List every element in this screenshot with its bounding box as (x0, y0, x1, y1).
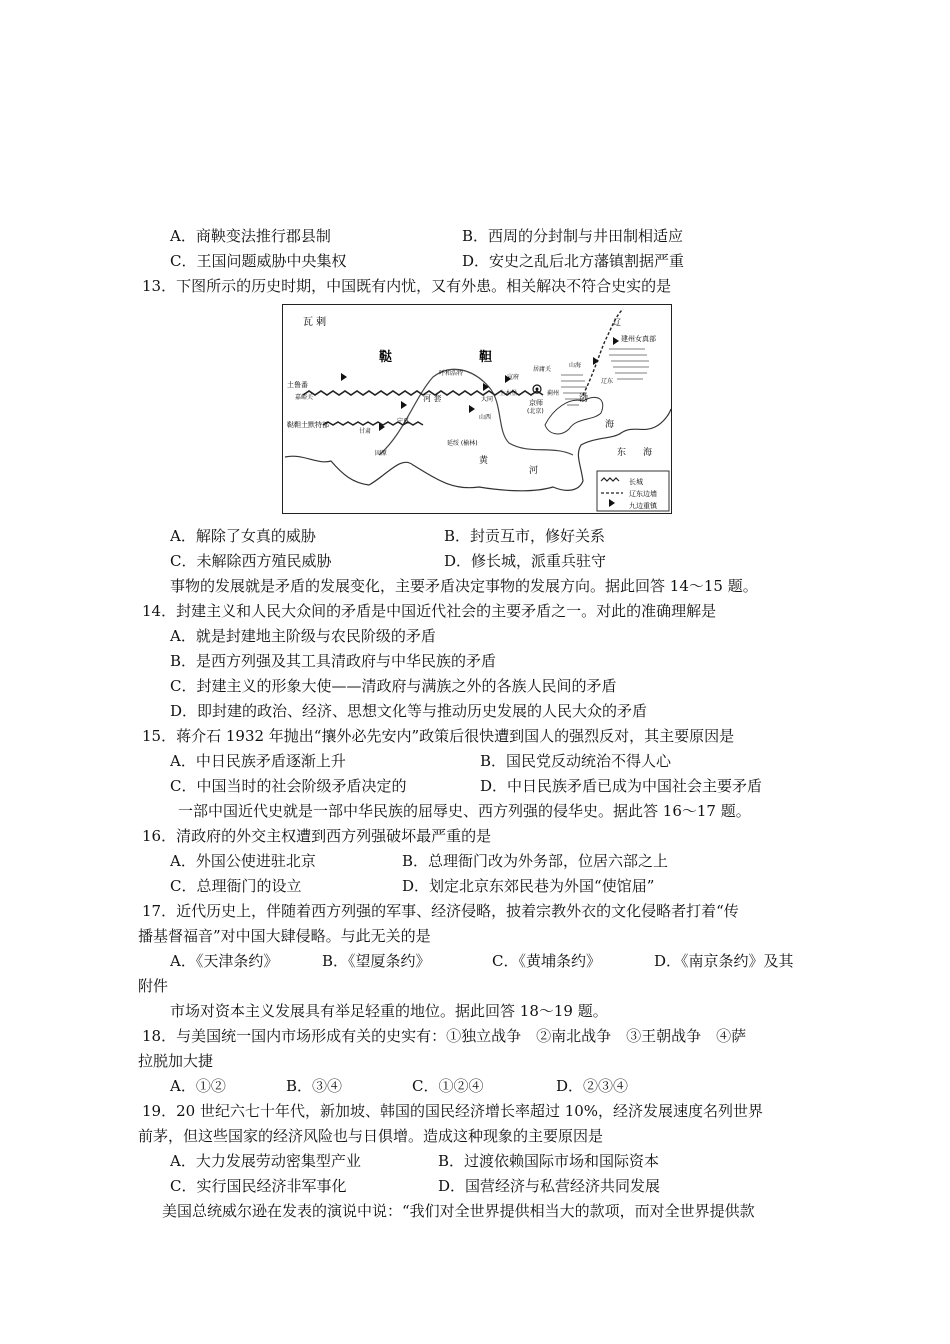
label-tulufan: 土鲁番 (287, 381, 308, 389)
q18-stem-line2: 拉脱加大捷 (138, 1052, 214, 1070)
legend-nine-towns: 九边重镇 (629, 502, 657, 510)
q19-stem-line2: 前茅，但这些国家的经济风险也与日俱增。造成这种现象的主要原因是 (138, 1127, 604, 1145)
q19-option-a: A．大力发展劳动密集型产业 (170, 1152, 361, 1170)
label-jianzhou: 建州女真部 (621, 335, 656, 343)
q18-option-b: B．③④ (286, 1077, 343, 1095)
label-hetao: 河 套 (423, 394, 442, 403)
label-hehuhaote: 呼和浩特 (439, 370, 464, 377)
q18-option-a: A．①② (170, 1077, 226, 1095)
label-juyongguan: 居庸关 (533, 366, 552, 373)
q15-option-a: A．中日民族矛盾逐渐上升 (170, 752, 346, 770)
q19-option-d: D．国营经济与私营经济共同发展 (438, 1177, 661, 1195)
label-yansui: 延绥 (榆林) (447, 440, 478, 447)
q16-option-a: A．外国公使进驻北京 (170, 852, 316, 870)
legend-liaodong-border: 辽东边墙 (629, 490, 657, 498)
map-legend (597, 471, 669, 511)
q15-option-d: D．中日民族矛盾已成为中国社会主要矛盾 (480, 777, 763, 795)
q18-option-c: C．①②④ (412, 1077, 484, 1095)
q17-stem-line1: 17．近代历史上，伴随着西方列强的军事、经济侵略，披着宗教外衣的文化侵略者打着“传 (142, 902, 739, 920)
q13-stem: 13．下图所示的历史时期，中国既有内忧，又有外患。相关解决不符合史实的是 (142, 277, 672, 295)
q12-option-c: C．王国问题威胁中央集权 (170, 252, 347, 270)
label-dong: 东 (617, 448, 627, 458)
q14-option-d: D．即封建的政治、经济、思想文化等与推动历史发展的人民大众的矛盾 (170, 702, 648, 720)
label-bohai: 渤 (579, 394, 589, 404)
label-shanhai: 山海 (569, 362, 582, 369)
q13-option-a: A．解除了女真的威胁 (170, 527, 316, 545)
label-dada-1: 鞑 (379, 350, 393, 365)
label-xuanfu: 宣府 (507, 374, 520, 381)
q13-option-b: B．封贡互市，修好关系 (444, 527, 606, 545)
label-beijing: (北京) (527, 408, 544, 415)
q19-option-c: C．实行国民经济非军事化 (170, 1177, 347, 1195)
label-gansu: 甘肃 (359, 428, 372, 435)
q17-option-a: A．《天津条约》 (170, 952, 279, 970)
ming-dynasty-map (282, 304, 672, 514)
q16-stem: 16．清政府的外交主权遭到西方列强破坏最严重的是 (142, 827, 492, 845)
q14-stem: 14．封建主义和人民大众间的矛盾是中国近代社会的主要矛盾之一。对此的准确理解是 (142, 602, 717, 620)
q16-option-c: C．总理衙门的设立 (170, 877, 302, 895)
label-huang: 黄 (479, 456, 489, 466)
q19-option-b: B．过渡依赖国际市场和国际资本 (438, 1152, 660, 1170)
label-liaodong: 辽东 (601, 378, 614, 385)
q12-option-d: D．安史之乱后北方藩镇割据严重 (462, 252, 685, 270)
q13-option-d: D．修长城，派重兵驻守 (444, 552, 607, 570)
q14-option-a: A．就是封建地主阶级与农民阶级的矛盾 (170, 627, 436, 645)
bohai-gulf (545, 397, 603, 434)
label-walaci: 瓦 剌 (303, 317, 327, 328)
q17-option-c: C．《黄埔条约》 (492, 952, 601, 970)
q19-stem-line1: 19．20 世纪六七十年代，新加坡、韩国的国民经济增长率超过 10%，经济发展速度名列世界 (142, 1102, 764, 1120)
q12-option-b: B．西周的分封制与井田制相适应 (462, 227, 684, 245)
q17-option-b: B．《望厦条约》 (322, 952, 431, 970)
q14-option-b: B．是西方列强及其工具清政府与中华民族的矛盾 (170, 652, 497, 670)
label-hai: 海 (605, 420, 615, 430)
hatched-region (559, 349, 649, 425)
label-dadatu: 鞑靼土默特部 (287, 421, 329, 429)
label-shanxi: 山西 (479, 414, 492, 421)
label-liao: 辽 (613, 318, 621, 327)
trailing-passage: 美国总统威尔逊在发表的演说中说：“我们对全世界提供相当大的款项，而对全世界提供款 (162, 1202, 755, 1220)
q15-option-b: B．国民党反动统治不得人心 (480, 752, 672, 770)
label-tumubao: 土木堡 (499, 390, 518, 397)
q17-stem-line2: 播基督福音”对中国大肆侵略。与此无关的是 (138, 927, 431, 945)
q18-option-d: D．②③④ (556, 1077, 629, 1095)
label-guyuan: 固原 (375, 450, 388, 457)
label-he: 河 (529, 466, 539, 476)
label-ningxia: 宁夏 (397, 418, 410, 425)
q12-option-a: A．商鞅变法推行郡县制 (170, 227, 331, 245)
intro-14-15: 事物的发展就是矛盾的发展变化，主要矛盾决定事物的发展方向。据此回答 14～15 题。 (170, 577, 758, 595)
label-dada-2: 靼 (479, 350, 493, 365)
legend-great-wall: 长城 (629, 478, 643, 486)
q15-stem: 15．蒋介石 1932 年抛出“攘外必先安内”政策后很快遭到国人的强烈反对，其主要原因是 (142, 727, 735, 745)
q14-option-c: C．封建主义的形象大使——清政府与满族之外的各族人民间的矛盾 (170, 677, 617, 695)
q15-option-c: C．中国当时的社会阶级矛盾决定的 (170, 777, 407, 795)
label-datong: 大同 (481, 396, 494, 403)
intro-18-19: 市场对资本主义发展具有举足轻重的地位。据此回答 18～19 题。 (170, 1002, 608, 1020)
label-haie: 海 (643, 448, 653, 458)
q17-continuation: 附件 (138, 977, 169, 995)
label-jingshi: 京师 (529, 399, 543, 407)
q18-stem-line1: 18．与美国统一国内市场形成有关的史实有：①独立战争 ②南北战争 ③王朝战争 ④萨 (142, 1027, 747, 1045)
q13-option-c: C．未解除西方殖民威胁 (170, 552, 332, 570)
q16-option-b: B．总理衙门改为外务部，位居六部之上 (402, 852, 669, 870)
q17-option-d: D．《南京条约》及其 (654, 952, 794, 970)
label-jiayuguan: 嘉峪关 (295, 394, 314, 401)
intro-16-17: 一部中国近代史就是一部中华民族的屈辱史、西方列强的侵华史。据此答 16～17 题。 (178, 802, 751, 820)
map-figure (283, 305, 671, 513)
q16-option-d: D．划定北京东郊民巷为外国“使馆届” (402, 877, 655, 895)
label-jizhou: 蓟州 (547, 390, 560, 397)
